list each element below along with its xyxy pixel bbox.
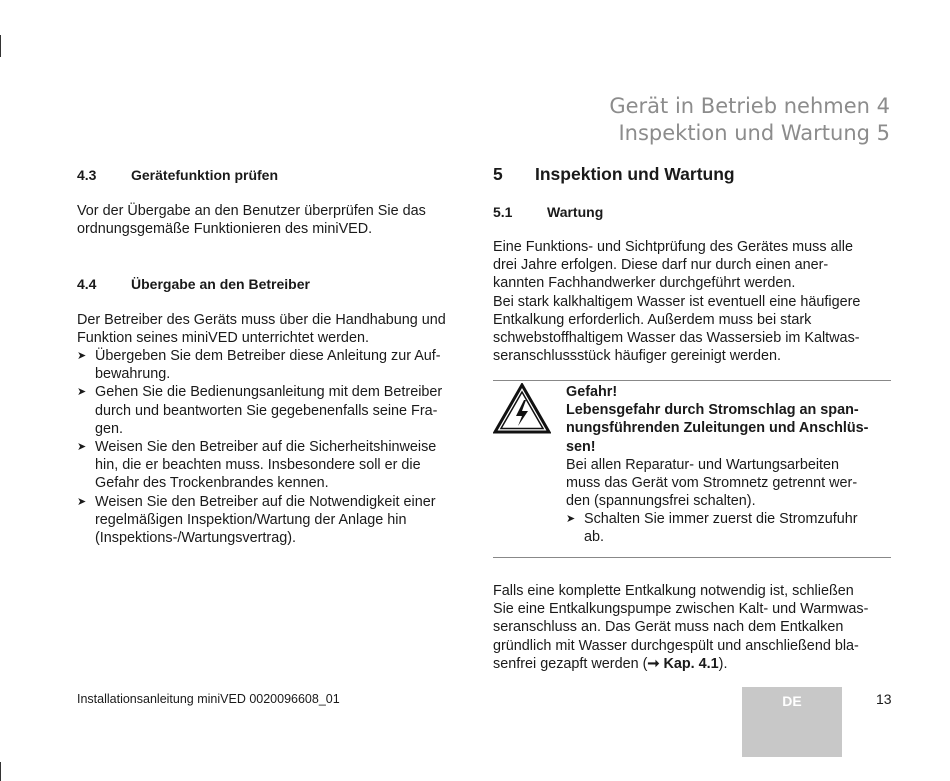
section-heading-4-3 [77,166,278,184]
text-line: gründlich mit Wasser durchgespült und anschließend bla- [493,637,859,654]
text-fragment: senfrei gezapft werden ( [493,655,648,672]
warning-body-line: muss das Gerät vom Stromnetz getrennt wer- [566,475,858,492]
warning-body-line: Bei allen Reparatur- und Wartungsarbeiten [566,456,840,473]
page-number: 13 [876,691,892,707]
crop-mark [0,35,1,57]
arrow-bullet-icon: ➤ [77,350,87,362]
running-header [609,93,890,147]
decalcification-text [493,582,868,673]
footer-document-id: Installationsanleitung miniVED 0020096608_01 [77,692,340,706]
text-line: seranschluss an. Das Gerät muss nach dem Entkalken [493,619,844,636]
text-line: ab. [584,529,605,546]
high-voltage-warning-icon [493,383,551,435]
warning-text [566,383,868,510]
section-4-4-text [77,311,446,347]
text-line: Gefahr des Trockenbrandes kennen. [95,475,329,492]
warning-top-rule [493,380,891,381]
text-line: schwebstoffhaltigem Wasser das Wassersieb im Kaltwas- [493,330,860,347]
text-line: Funktion seines miniVED unterrichtet werden. [77,330,369,347]
header-line-2: Inspektion und Wartung 5 [618,121,890,145]
warning-heading-line: nungsführenden Zuleitungen und Anschlüs- [566,420,869,437]
text-line: Sie eine Entkalkungspumpe zwischen Kalt- und Warmwas- [493,601,869,618]
text-line: seranschlussstück häufiger gereinigt werden. [493,348,781,365]
warning-instruction-list [566,510,858,546]
text-line: kannten Fachhandwerker durchgeführt werden. [493,275,796,292]
text-line: Übergeben Sie dem Betreiber diese Anleitung zur Auf- [95,348,441,364]
list-item [77,493,442,548]
text-line: bewahrung. [95,366,171,383]
text-line: Der Betreiber des Geräts muss über die Handhabung und [77,312,446,328]
text-line: Falls eine komplette Entkalkung notwendig ist, schließen [493,583,854,599]
text-line: ordnungsgemäße Funktionieren des miniVED. [77,221,373,238]
text-line: durch und beantworten Sie gegebenenfalls seine Fra- [95,402,438,419]
warning-bottom-rule [493,557,891,558]
section-4-3-text [77,202,426,238]
section-title: Gerätefunktion prüfen [131,167,279,183]
arrow-bullet-icon: ➤ [566,513,576,525]
text-line: Weisen Sie den Betreiber auf die Sicherheitshinweise [95,439,437,456]
section-number: 5.1 [493,204,513,220]
text-line: hin, die er beachten muss. Insbesondere soll er die [95,457,421,474]
text-line: Schalten Sie immer zuerst die Stromzufuhr [584,511,858,527]
text-line: Gehen Sie die Bedienungsanleitung mit dem Betreiber [95,384,443,401]
section-number: 4.4 [77,276,97,292]
chapter-heading-5 [493,163,735,185]
crop-mark [0,762,1,781]
section-heading-5-1 [493,203,603,221]
warning-title: Gefahr! [566,384,618,400]
language-tab: DE [742,687,842,757]
text-line: Entkalkung erforderlich. Außerdem muss bei stark [493,311,812,328]
chapter-number: 5 [493,164,503,184]
text-line: gen. [95,420,124,437]
text-line-with-reference [493,655,868,673]
text-line: Vor der Übergabe an den Benutzer überprüfen Sie das [77,203,426,219]
warning-body-line: den (spannungsfrei schalten). [566,493,756,510]
text-line: regelmäßigen Inspektion/Wartung der Anlage hin [95,511,407,528]
warning-heading-line: sen! [566,438,596,455]
arrow-bullet-icon: ➤ [77,441,87,454]
text-line: (Inspektions-/Wartungsvertrag). [95,530,297,547]
section-number: 4.3 [77,167,97,183]
list-item [77,347,442,383]
arrow-bullet-icon: ➤ [77,495,87,508]
list-item [77,383,442,438]
text-line: Weisen Sie den Betreiber auf die Notwendigkeit einer [95,493,436,510]
section-title: Übergabe an den Betreiber [131,276,310,292]
warning-heading-line: Lebensgefahr durch Stromschlag an span- [566,402,859,419]
text-line: Eine Funktions- und Sichtprüfung des Gerätes muss alle [493,239,853,255]
section-heading-4-4 [77,275,310,293]
header-line-1: Gerät in Betrieb nehmen 4 [609,94,890,118]
reference-arrow-icon: ➞ [647,655,660,672]
chapter-reference-link[interactable]: Kap. 4.1 [663,655,719,672]
text-fragment: ). [718,655,728,672]
list-item [566,510,858,546]
text-line: drei Jahre erfolgen. Diese darf nur durch einen aner- [493,257,829,274]
text-line: Bei stark kalkhaltigem Wasser ist eventuell eine häufigere [493,293,861,310]
section-5-1-text [493,238,860,365]
section-title: Wartung [547,204,604,220]
list-item [77,438,442,493]
arrow-bullet-icon: ➤ [77,386,87,399]
instruction-list [77,347,442,547]
chapter-title: Inspektion und Wartung [535,164,735,184]
